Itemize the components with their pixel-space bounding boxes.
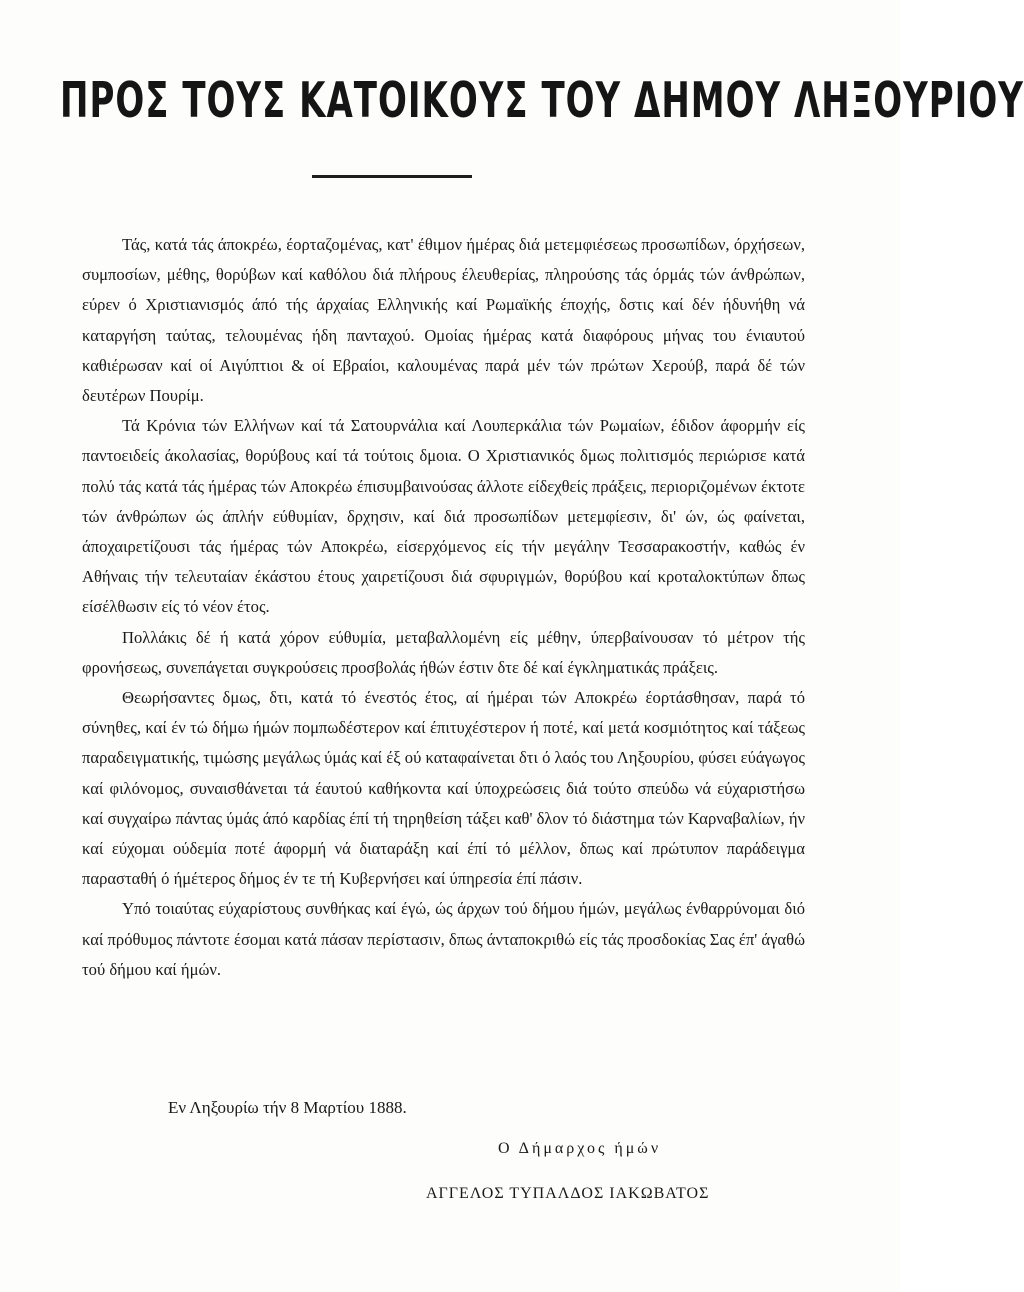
paragraph-3: Πολλάκις δέ ή κατά χόρον εύθυμία, μεταβαλλομένη είς μέθην, ύπερβαίνουσαν τό μέτρον τής φρονήσεως, συνεπάγεται συγκρούσεις προσβολάς ήθών έστιν δτε δέ καί έγκληματικάς πράξεις. (82, 627, 805, 677)
signature-name: ΑΓΓΕΛΟΣ ΤΥΠΑΛΔΟΣ ΙΑΚΩΒΑΤΟΣ (426, 1185, 710, 1202)
paragraph-4: Θεωρήσαντες δμως, δτι, κατά τό ένεστός έτος, αί ήμέραι τών Αποκρέω έορτάσθησαν, παρά τό σύνηθες, καί έν τώ δήμω ήμών πομπωδέστερον καί έπιτυχέστερον ή ποτέ, καί μετά κοσμιότητος καί τάξεως παραδειγματικής, τιμώσης μεγάλως ύμάς καί έξ ού καταφαίνεται δτι ό λαός του Ληξουρίου, φύσει εύάγωγος καί φιλόνομος, συναισθάνεται τά έαυτού καθήκοντα καί ύποχρεώσεις διά τούτο σπεύδω νά εύχαριστήσω καί συγχαίρω πάντας ύμάς άπό καρδίας έπί τή τηρηθείση τάξει καθ' δλον τό διάστημα τών Καρναβαλίων, ήν καί εύχομαι ούδεμία ποτέ άφορμή νά διαταράξη καί έπί τό μέλλον, δπως καί πρώτυπον παράδειγμα παρασταθή ό ήμέτερος δήμος έν τε τή Κυβερνήσει καί ύπηρεσία έπί πάσιν. (82, 688, 805, 889)
signature-title: Ο Δήμαρχος ήμών (498, 1140, 662, 1157)
document-body (82, 230, 805, 985)
paragraph-5: Υπό τοιαύτας εύχαρίστους συνθήκας καί έγώ, ώς άρχων τού δήμου ήμών, μεγάλως ένθαρρύνομαι διό καί πρόθυμος πάντοτε έσομαι κατά πάσαν περίστασιν, δπως άνταποκριθώ είς τάς προσδοκίας Σας έπ' άγαθώ τού δήμου καί ήμών. (82, 899, 805, 979)
document-title: ΠΡΟΣ ΤΟΥΣ ΚΑΤΟΙΚΟΥΣ ΤΟΥ ΔΗΜΟΥ ΛΗΞΟΥΡΙΟΥ (60, 72, 1024, 130)
title-divider (312, 175, 472, 178)
paragraph-2: Τά Κρόνια τών Ελλήνων καί τά Σατουρνάλια καί Λουπερκάλια τών Ρωμαίων, έδιδον άφορμήν είς παντοειδείς άκολασίας, θορύβους καί τά τούτοις δμοια. Ο Χριστιανικός δμως πολιτισμός περιώρισε κατά πολύ τάς κατά τάς ήμέρας τών Αποκρέω έπισυμβαινούσας άλλοτε είδεχθείς πράξεις, περιοριζομένων έκτοτε τών άνθρώπων ώς άπλήν εύθυμίαν, δρχησιν, καί διά προσωπίδων μετεμφίεσιν, δι' ών, ώς φαίνεται, άποχαιρετίζουσι τάς ήμέρας τών Αποκρέω, είσερχόμενος είς τήν μεγάλην Τεσσαρακοστήν, καθώς έν Αθήναις τήν τελευταίαν έκάστου έτους χαιρετίζουσι διά σφυριγμών, θορύβου καί κροταλοκτύπων δπως είσέλθωσιν είς τό νέον έτος. (82, 416, 805, 617)
date-line: Εν Ληξουρίω τήν 8 Μαρτίου 1888. (168, 1098, 407, 1117)
paragraph-1: Τάς, κατά τάς άποκρέω, έορταζομένας, κατ' έθιμον ήμέρας διά μετεμφιέσεως προσωπίδων, όρχήσεων, συμποσίων, μέθης, θορύβων καί καθόλου διά πλήρους έλευθερίας, πληρούσης τάς όρμάς τών άνθρώπων, εύρεν ό Χριστιανισμός άπό τής άρχαίας Ελληνικής καί Ρωμαϊκής έποχής, δστις καί δέν ήδυνήθη νά καταργήση ταύτας, τελουμένας ήδη πανταχού. Ομοίας ήμέρας κατά διαφόρους μήνας του ένιαυτού καθιέρωσαν καί οί Αιγύπτιοι & οί Εβραίοι, καλουμένας παρά μέν τών πρώτων Χερούβ, παρά δέ τών δευτέρων Πουρίμ. (82, 235, 805, 406)
